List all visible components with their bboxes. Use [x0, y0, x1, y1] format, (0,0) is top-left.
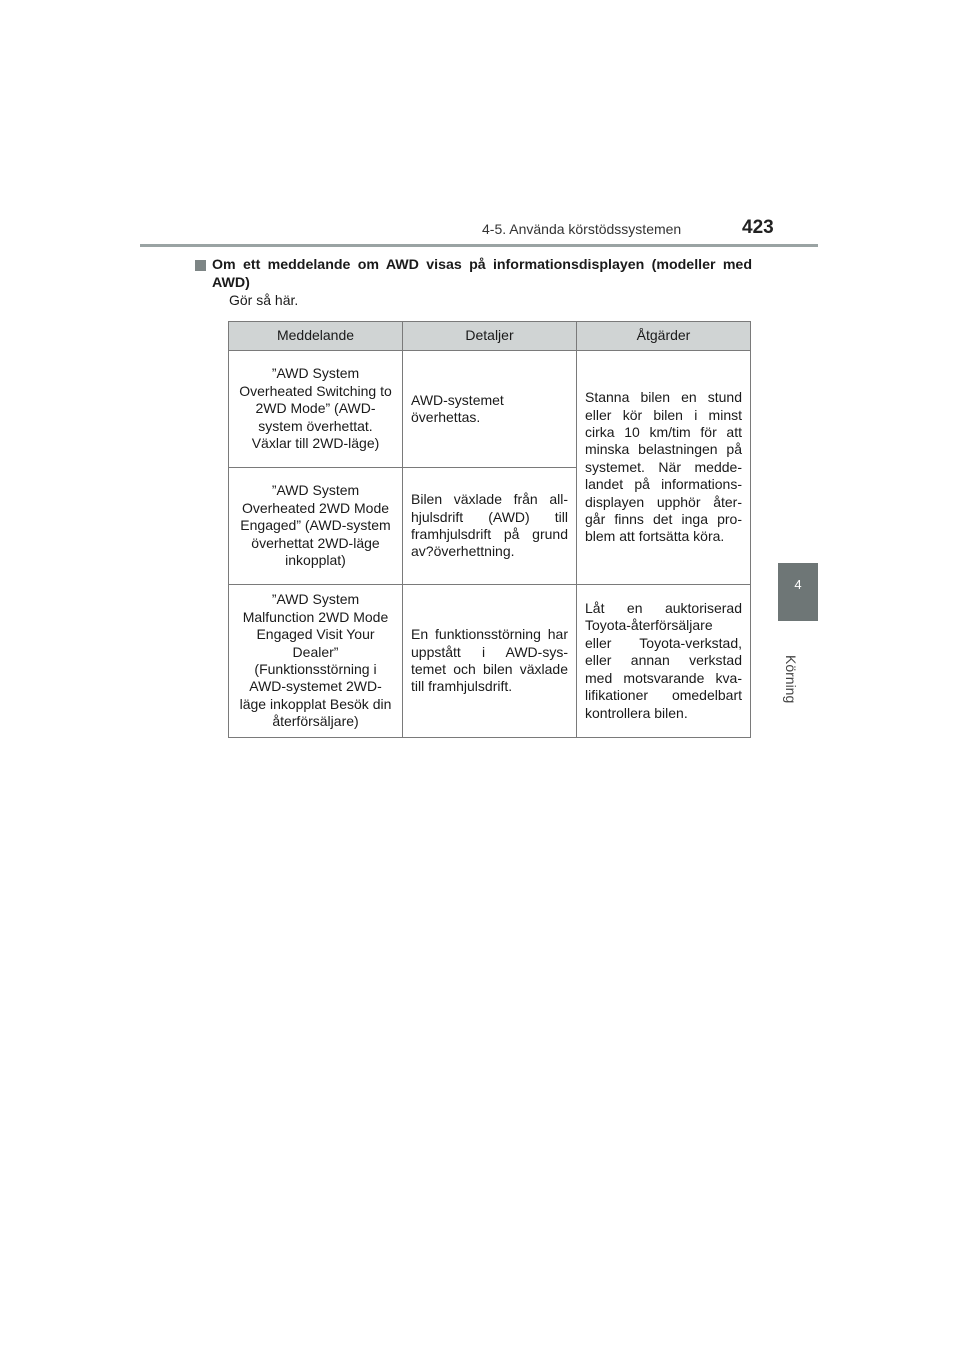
- page-number: 423: [742, 217, 774, 238]
- column-header-message: Meddelande: [229, 322, 403, 351]
- square-bullet-icon: [195, 260, 206, 271]
- awd-message-table: [228, 321, 751, 738]
- running-header: 4-5. Använda körstödssystemen: [482, 221, 682, 237]
- details-cell: Bilen växlade från all-hjulsdrift (AWD) till framhjulsdrift på grund av?överhettning.: [403, 468, 577, 585]
- details-cell: En funktionsstörning har uppstått i AWD-sys-temet och bilen växlade till framhjulsdrift.: [403, 585, 577, 738]
- message-cell: ”AWD System Malfunction 2WD Mode Engaged Visit Your Dealer” (Funktionsstörning i AWD-systemet 2WD-läge inkopplat Besök din återförsäljare): [229, 585, 403, 738]
- chapter-tab: 4: [778, 563, 818, 621]
- section-heading-text: Om ett meddelande om AWD visas på informationsdisplayen (modeller med AWD): [212, 257, 752, 291]
- column-header-actions: Åtgärder: [577, 322, 751, 351]
- action-cell: Stanna bilen en stund eller kör bilen i minst cirka 10 km/tim för att minska belastningen på systemet. När medde-landet på informations-displayen upphör åter-går finns det inga pro-blem att fortsätta köra.: [577, 351, 751, 585]
- header-divider: [140, 244, 818, 247]
- section-heading: [212, 256, 752, 292]
- table-row: [229, 585, 751, 738]
- table-header-row: [229, 322, 751, 351]
- table-row: [229, 351, 751, 468]
- message-cell: ”AWD System Overheated Switching to 2WD Mode” (AWD-system överhettat. Växlar till 2WD-läge): [229, 351, 403, 468]
- column-header-details: Detaljer: [403, 322, 577, 351]
- action-cell: Låt en auktoriserad Toyota-återförsäljare eller Toyota-verkstad, eller annan verkstad med motsvarande kva-lifikationer omedelbart kontrollera bilen.: [577, 585, 751, 738]
- message-cell: ”AWD System Overheated 2WD Mode Engaged” (AWD-system överhettat 2WD-läge inkopplat): [229, 468, 403, 585]
- intro-text: Gör så här.: [229, 292, 299, 308]
- details-cell: AWD-systemet överhettas.: [403, 351, 577, 468]
- chapter-label: Körning: [783, 655, 799, 704]
